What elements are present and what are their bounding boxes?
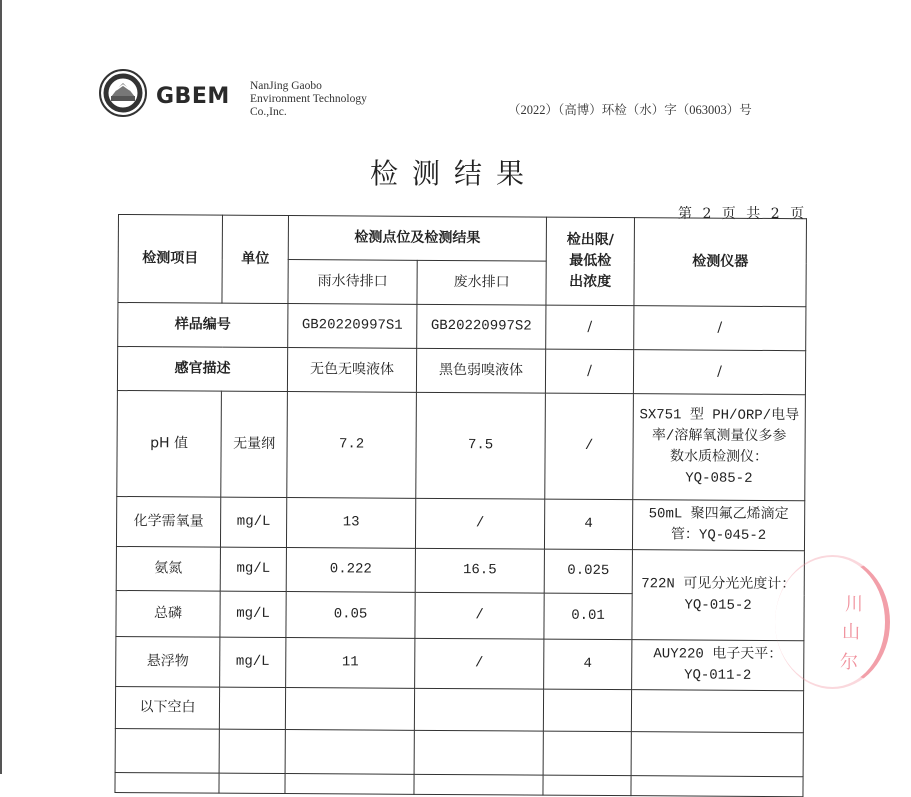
sensory-p2: 黑色弱嗅液体 — [416, 348, 545, 393]
item-name: 总磷 — [116, 590, 220, 637]
empty-cell — [115, 728, 219, 773]
instrument-line: 数水质检测仪： — [669, 448, 769, 466]
item-unit: 无量纲 — [221, 391, 288, 497]
detection-limit: 4 — [544, 639, 632, 690]
instrument-line: YQ-085-2 — [685, 469, 753, 487]
sensory-label: 感官描述 — [117, 347, 287, 392]
empty-row — [115, 772, 803, 796]
instrument-line: 50mL 聚四氟乙烯滴定 — [648, 505, 789, 523]
sample-id-p2: GB20220997S2 — [417, 304, 546, 349]
page-indicator: 第 2 页 共 2 页 — [678, 206, 808, 222]
value-p1: 13 — [286, 498, 415, 549]
header-limit-line: 检出限/ — [566, 231, 614, 249]
gbem-logo-icon — [98, 68, 148, 118]
item-name: 化学需氧量 — [116, 496, 220, 547]
item-name: 悬浮物 — [116, 636, 220, 687]
brand-name: GBEM — [156, 84, 230, 109]
empty-cell — [219, 687, 285, 729]
sample-id-label: 样品编号 — [118, 303, 288, 348]
value-p2: / — [415, 498, 544, 549]
instrument-line: 率/溶解氧测量仪多参 — [651, 427, 787, 445]
empty-cell — [115, 772, 219, 793]
header-point1: 雨水待排口 — [288, 260, 417, 305]
instrument — [633, 394, 806, 501]
sensory-row — [117, 347, 805, 395]
empty-cell — [543, 775, 631, 796]
value-p2: 7.5 — [416, 392, 546, 499]
empty-cell — [219, 773, 285, 793]
sample-id-limit: / — [546, 305, 634, 350]
instrument — [632, 640, 804, 691]
empty-cell — [543, 689, 631, 732]
table-row — [116, 496, 804, 550]
header-point2: 废水排口 — [417, 260, 546, 305]
instrument-line: AUY220 电子天平： — [653, 645, 783, 663]
page-title: 检测结果 — [370, 157, 539, 190]
item-unit: mg/L — [220, 591, 286, 637]
empty-cell — [285, 730, 414, 775]
detection-limit: / — [545, 393, 634, 500]
official-seal-stamp — [775, 555, 890, 689]
empty-cell — [285, 774, 414, 795]
instrument-line: SX751 型 PH/ORP/电导 — [639, 406, 800, 424]
value-p2: / — [415, 592, 544, 639]
item-unit: mg/L — [220, 497, 286, 547]
company-line: NanJing Gaobo — [250, 80, 322, 92]
blank-note-row — [115, 686, 803, 732]
sensory-instrument: / — [633, 350, 805, 395]
sample-id-p1: GB20220997S1 — [288, 304, 417, 349]
company-name — [250, 80, 367, 119]
stamp-char: 山 — [842, 622, 860, 643]
instrument — [632, 500, 804, 551]
blank-note: 以下空白 — [115, 686, 219, 729]
header-instrument: 检测仪器 — [634, 218, 807, 307]
page-left-border — [0, 0, 2, 774]
report-number: （2022）（高博）环检（水）字（063003）号 — [508, 103, 752, 117]
sample-id-instrument: / — [634, 306, 806, 351]
header-limit — [546, 217, 635, 306]
value-p1: 0.05 — [286, 592, 415, 639]
empty-cell — [631, 690, 803, 733]
header-limit-line: 最低检 — [569, 252, 612, 270]
company-line: Co.,Inc. — [250, 106, 287, 118]
header-limit-line: 出浓度 — [569, 273, 612, 291]
empty-cell — [631, 732, 803, 777]
results-table — [114, 214, 807, 797]
detection-limit: 4 — [544, 499, 632, 550]
item-unit: mg/L — [220, 547, 286, 591]
empty-cell — [414, 774, 543, 795]
empty-row — [115, 728, 803, 776]
sensory-limit: / — [545, 349, 633, 394]
item-name: 氨氮 — [116, 546, 220, 591]
detection-limit: 0.025 — [544, 549, 632, 594]
sample-id-row — [118, 303, 806, 351]
empty-cell — [631, 776, 803, 797]
table-row — [116, 546, 804, 594]
instrument-line: YQ-015-2 — [684, 596, 752, 614]
empty-cell — [414, 688, 543, 731]
header-points-group: 检测点位及检测结果 — [288, 216, 546, 262]
empty-cell — [414, 730, 543, 775]
company-line: Environment Technology — [250, 93, 367, 105]
empty-cell — [285, 688, 414, 731]
table-row — [116, 636, 804, 690]
stamp-char: 川 — [845, 594, 863, 615]
instrument-line: 管：YQ-045-2 — [670, 526, 767, 544]
item-name: pH 值 — [117, 390, 222, 497]
table-row — [117, 390, 806, 500]
instrument-line: YQ-011-2 — [684, 666, 752, 684]
item-unit: mg/L — [220, 637, 286, 687]
value-p2: / — [415, 638, 544, 689]
stamp-char: 尔 — [840, 652, 858, 673]
detection-limit: 0.01 — [544, 593, 632, 640]
value-p1: 7.2 — [287, 392, 417, 499]
header-item: 检测项目 — [118, 215, 223, 304]
value-p1: 0.222 — [286, 548, 415, 593]
sensory-p1: 无色无嗅液体 — [287, 348, 416, 393]
header-unit: 单位 — [222, 215, 289, 303]
header-row — [118, 215, 806, 263]
empty-cell — [543, 731, 631, 776]
instrument-line: 722N 可见分光光度计： — [641, 575, 796, 593]
empty-cell — [219, 729, 285, 773]
value-p1: 11 — [286, 638, 415, 689]
value-p2: 16.5 — [415, 548, 544, 593]
